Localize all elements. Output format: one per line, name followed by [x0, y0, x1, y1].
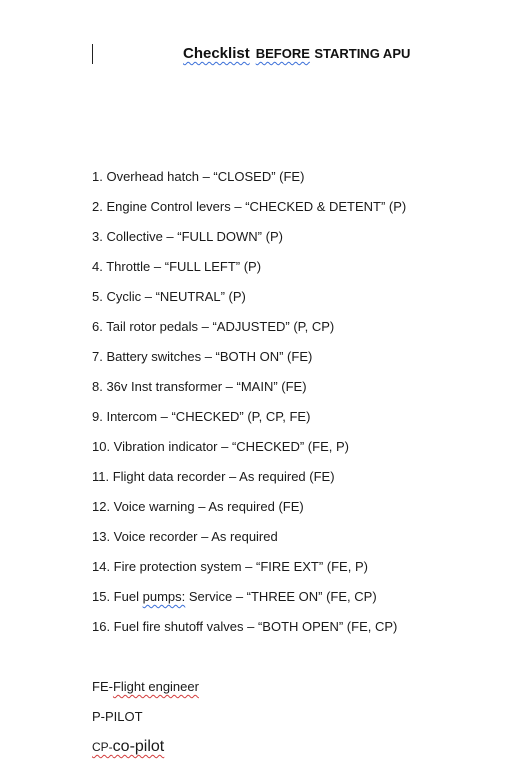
legend-fe-prefix: FE-	[92, 679, 113, 694]
checklist-item: 16. Fuel fire shutoff valves – “BOTH OPEN” (FE, CP)	[92, 619, 398, 634]
checklist-item: 7. Battery switches – “BOTH ON” (FE)	[92, 349, 313, 364]
legend-fe-name: Flight engineer	[112, 679, 199, 694]
checklist-item: 2. Engine Control levers – “CHECKED & DETENT” (P)	[92, 199, 407, 214]
checklist-item: 3. Collective – “FULL DOWN” (P)	[92, 229, 283, 244]
legend-cp	[92, 739, 199, 769]
checklist-item	[92, 589, 406, 619]
title-before: BEFORE	[255, 46, 310, 61]
checklist-item: 9. Intercom – “CHECKED” (P, CP, FE)	[92, 409, 311, 424]
checklist-item-start: 15. Fuel	[92, 589, 139, 604]
checklist-item: 12. Voice warning – As required (FE)	[92, 499, 304, 514]
checklist-item-underlined: pumps:	[142, 589, 186, 604]
checklist-item: 10. Vibration indicator – “CHECKED” (FE, P)	[92, 439, 349, 454]
text-cursor	[92, 44, 93, 64]
checklist-item: 4. Throttle – “FULL LEFT” (P)	[92, 259, 262, 274]
checklist-item: 1. Overhead hatch – “CLOSED” (FE)	[92, 169, 305, 184]
checklist-item: 6. Tail rotor pedals – “ADJUSTED” (P, CP)	[92, 319, 335, 334]
legend-fe	[92, 679, 199, 709]
abbreviation-legend	[92, 679, 199, 769]
title-starting-apu: STARTING APU	[314, 46, 411, 61]
checklist-items	[92, 169, 406, 649]
checklist-item-end: Service – “THREE ON” (FE, CP)	[185, 589, 377, 604]
checklist-item: 8. 36v Inst transformer – “MAIN” (FE)	[92, 379, 307, 394]
legend-cp-name: co-pilot	[112, 738, 165, 755]
checklist-item: 13. Voice recorder – As required	[92, 529, 278, 544]
checklist-item: 14. Fire protection system – “FIRE EXT” (FE, P)	[92, 559, 368, 574]
title-checklist: Checklist	[183, 45, 250, 62]
legend-p: P-PILOT	[92, 709, 143, 724]
document-title	[183, 45, 410, 63]
legend-cp-prefix: CP-	[92, 740, 113, 754]
checklist-item: 11. Flight data recorder – As required (FE)	[92, 469, 335, 484]
checklist-item: 5. Cyclic – “NEUTRAL” (P)	[92, 289, 246, 304]
